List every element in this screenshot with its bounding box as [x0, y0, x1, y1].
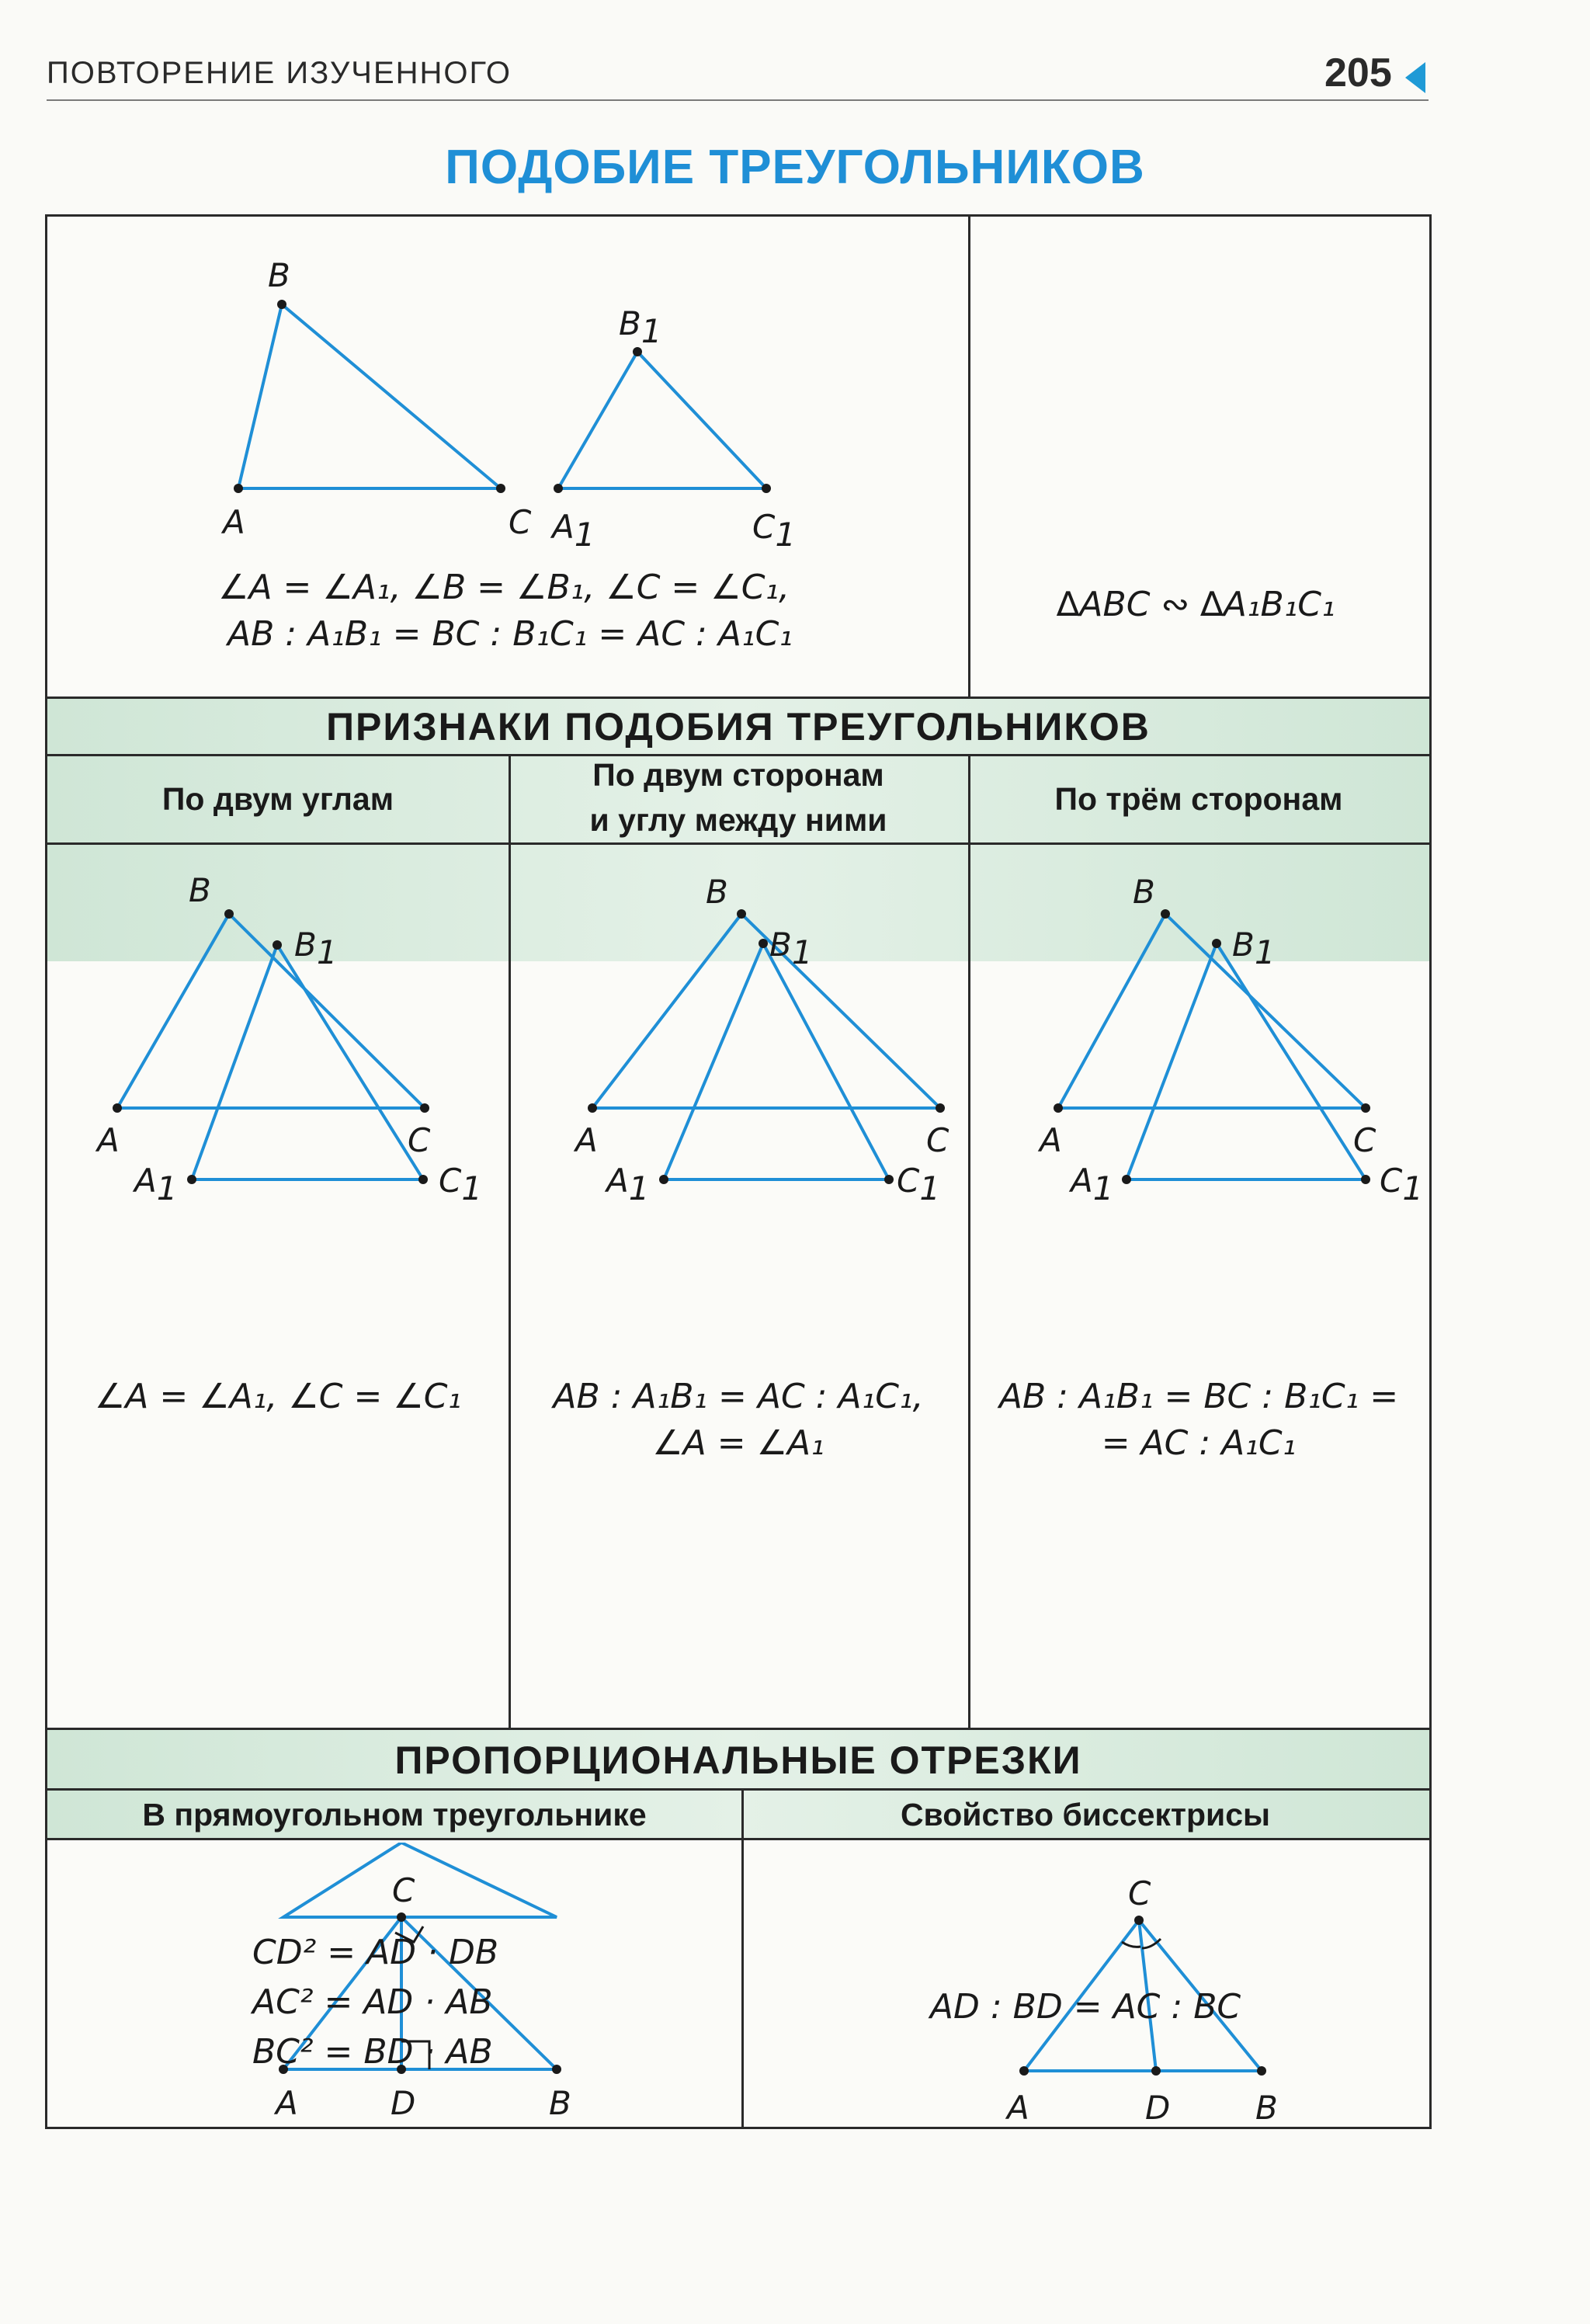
label-c: C — [926, 1121, 949, 1159]
label-a1: A1 — [1071, 1162, 1114, 1207]
row-divider — [47, 1788, 1429, 1791]
page-title: ПОДОБИЕ ТРЕУГОЛЬНИКОВ — [445, 141, 1145, 194]
criterion-formula-sas-1: AB : A₁B₁ = AC : A₁C₁, — [553, 1377, 924, 1416]
criterion-heading-sas: По двум сторонам и углу между ними — [589, 757, 887, 838]
page-marker-icon — [1405, 62, 1425, 93]
criterion-formula-sas-2: ∠A = ∠A₁ — [652, 1423, 825, 1463]
running-head: ПОВТОРЕНИЕ ИЗУЧЕННОГО — [47, 56, 512, 90]
formula-bc: BC² = BD · AB — [252, 2032, 493, 2072]
label-a1: A1 — [606, 1162, 650, 1207]
label-c1: C1 — [1380, 1162, 1424, 1207]
criterion-heading-angles: По двум углам — [161, 781, 394, 817]
criterion-formula-sss-1: AB : A₁B₁ = BC : B₁C₁ = — [998, 1377, 1399, 1416]
vertex-dot — [397, 1912, 406, 1922]
label-b1: B1 — [769, 926, 813, 971]
vertex-dot — [1257, 2066, 1266, 2076]
reference-table — [45, 214, 1432, 2129]
label-c: C — [509, 503, 532, 541]
label-b: B — [1133, 873, 1155, 911]
angle-arc — [1122, 1942, 1140, 1947]
label-a1: A1 — [134, 1162, 178, 1207]
label-b: B — [549, 2084, 571, 2122]
angles-equality-formula: ∠A = ∠A₁, ∠B = ∠B₁, ∠C = ∠C₁, — [218, 568, 790, 607]
criteria-title: ПРИЗНАКИ ПОДОБИЯ ТРЕУГОЛЬНИКОВ — [326, 705, 1151, 749]
right-triangle-formulas — [252, 1928, 498, 2077]
label-a: A — [1040, 1121, 1062, 1159]
vertex-dot — [496, 484, 505, 493]
label-b: B — [189, 871, 211, 909]
criterion-formula-angles: ∠A = ∠A₁, ∠C = ∠C₁ — [94, 1377, 462, 1416]
label-d: D — [1145, 2089, 1171, 2127]
label-a: A — [223, 503, 245, 541]
label-d: D — [391, 2084, 416, 2122]
vertex-dot — [1019, 2066, 1029, 2076]
label-c1: C1 — [439, 1162, 483, 1207]
label-b: B — [706, 873, 728, 911]
label-b1: B1 — [294, 926, 338, 971]
similarity-formula: ∆ABC ∾ ∆A₁B₁C₁ — [1057, 585, 1335, 624]
label-c: C — [408, 1121, 431, 1159]
label-c: C — [392, 1871, 415, 1909]
label-c1: C1 — [752, 508, 797, 554]
vertex-dot — [1151, 2066, 1161, 2076]
label-a: A — [276, 2084, 298, 2122]
vertex-dot — [1134, 1916, 1144, 1925]
label-c: C — [1353, 1121, 1376, 1159]
vertex-dot — [277, 300, 286, 309]
label-c1: C1 — [897, 1162, 941, 1207]
page-number: 205 — [1324, 50, 1392, 96]
label-b1: B1 — [619, 304, 662, 350]
label-b1: B1 — [1232, 926, 1276, 971]
proportional-title: ПРОПОРЦИОНАЛЬНЫЕ ОТРЕЗКИ — [394, 1739, 1082, 1782]
vertex-dot — [552, 2065, 561, 2074]
label-c: C — [1128, 1874, 1151, 1912]
triangle-abc — [238, 304, 501, 488]
criterion-heading-sss: По трём сторонам — [1054, 781, 1343, 817]
bisector-formula: AD : BD = AC : BC — [929, 1987, 1241, 2027]
vertex-dot — [554, 484, 563, 493]
sides-ratio-formula: AB : A₁B₁ = BC : B₁C₁ = AC : A₁C₁ — [227, 614, 793, 654]
criterion-labels — [47, 847, 1429, 1235]
right-triangle-heading: В прямоугольном треугольнике — [142, 1797, 647, 1832]
label-a: A — [97, 1121, 120, 1159]
formula-ac: AC² = AD · AB — [252, 1982, 493, 2022]
criterion-formula-sss-2: = AC : A₁C₁ — [1101, 1423, 1297, 1463]
row-divider — [47, 842, 1429, 845]
header-rule — [47, 99, 1429, 101]
label-b: B — [268, 256, 290, 294]
triangle-a1b1c1 — [558, 352, 766, 488]
column-divider — [741, 1788, 744, 2127]
vertex-dot — [234, 484, 243, 493]
definition-triangles — [172, 232, 909, 566]
label-a: A — [575, 1121, 598, 1159]
label-b: B — [1255, 2089, 1278, 2127]
label-a: A — [1007, 2089, 1029, 2127]
bisector-heading: Свойство биссектрисы — [900, 1797, 1271, 1832]
vertex-dot — [762, 484, 771, 493]
label-a1: A1 — [552, 508, 595, 554]
definition-divider — [968, 217, 970, 697]
formula-cd: CD² = AD · DB — [252, 1933, 499, 1972]
